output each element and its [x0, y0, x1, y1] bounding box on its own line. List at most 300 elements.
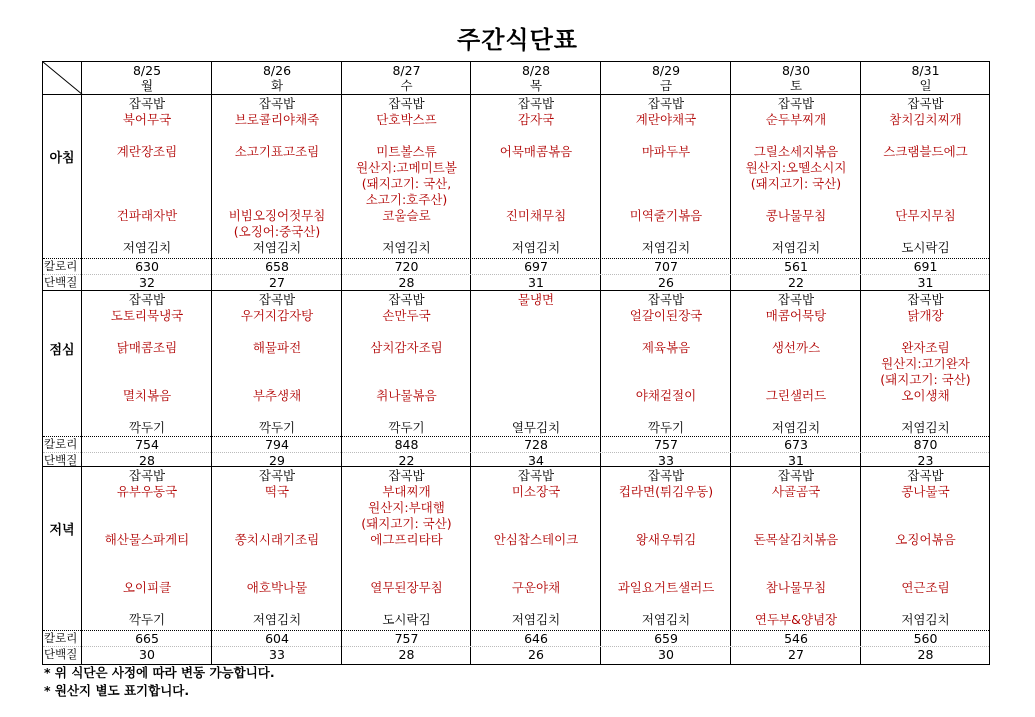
menu-spacer: [212, 176, 342, 192]
protein-value: 33: [269, 647, 285, 662]
menu-spacer: [731, 404, 861, 420]
menu-item: 원산지:부대햄: [368, 500, 445, 515]
menu-spacer: [342, 564, 471, 580]
menu-item: 잡곡밥: [777, 292, 815, 307]
menu-spacer: [601, 372, 731, 388]
menu-item: 소고기:호주산): [365, 192, 448, 207]
menu-spacer: [731, 224, 861, 240]
menu-spacer: [212, 372, 342, 388]
menu-spacer: [212, 516, 342, 532]
menu-item: 저염김치: [511, 240, 561, 255]
menu-item: 저염김치: [901, 612, 950, 627]
day-weekday: 월: [140, 78, 154, 93]
menu-item: 매콤어묵탕: [765, 308, 827, 323]
menu-item: 참나물무침: [765, 580, 827, 595]
menu-item: 저염김치: [382, 240, 431, 255]
menu-item: 제육볶음: [641, 340, 691, 355]
menu-item: 어묵매콤볶음: [499, 144, 573, 159]
menu-spacer: [601, 500, 731, 516]
protein-value: 30: [139, 647, 155, 662]
calories-value: 757: [654, 437, 678, 452]
day-header: [601, 62, 731, 93]
menu-item: 저염김치: [252, 612, 302, 627]
menu-item: 잡곡밥: [517, 468, 555, 483]
menu-spacer: [82, 500, 212, 516]
menu-spacer: [82, 596, 212, 612]
menu-item: 콩나물국: [901, 484, 950, 499]
menu-spacer: [212, 356, 342, 372]
menu-spacer: [471, 564, 601, 580]
menu-spacer: [471, 308, 601, 324]
menu-item: 저염김치: [771, 420, 821, 435]
menu-spacer: [861, 160, 990, 176]
menu-spacer: [471, 388, 601, 404]
menu-item: 원산지:고기완자: [881, 356, 970, 371]
calories-value: 754: [135, 437, 159, 452]
menu-item: 비빔오징어젓무침: [228, 208, 326, 223]
menu-spacer: [861, 596, 990, 612]
menu-item: 부추생채: [252, 388, 302, 403]
menu-item: 구운야채: [511, 580, 561, 595]
menu-item: 잡곡밥: [258, 96, 296, 111]
meal-label-0: 아침: [49, 151, 75, 166]
page-title: 주간식단표: [457, 26, 578, 54]
menu-spacer: [212, 324, 342, 340]
menu-item: 참치김치찌개: [889, 112, 962, 127]
menu-cell: [471, 96, 601, 256]
menu-item: 깍두기: [128, 420, 166, 435]
menu-item: 도시락김: [901, 240, 950, 255]
menu-spacer: [471, 372, 601, 388]
menu-spacer: [471, 548, 601, 564]
menu-spacer: [861, 192, 990, 208]
menu-spacer: [212, 500, 342, 516]
day-header: [342, 62, 471, 93]
protein-label: 단백질: [44, 453, 78, 467]
day-date: 8/27: [392, 63, 421, 78]
menu-spacer: [471, 176, 601, 192]
calories-label: 칼로리: [44, 437, 78, 451]
menu-spacer: [82, 160, 212, 176]
header-diagonal-line: [43, 62, 83, 95]
calories-value: 848: [394, 437, 419, 452]
weekly-menu-table: [42, 61, 990, 665]
menu-item: 깍두기: [647, 420, 685, 435]
calories-value: 757: [394, 631, 419, 646]
menu-item: 잡곡밥: [647, 292, 685, 307]
calories-label: 칼로리: [44, 259, 78, 273]
menu-item: 과일요거트샐러드: [617, 580, 715, 595]
meal-label-2: 저녁: [49, 523, 75, 538]
menu-spacer: [82, 548, 212, 564]
menu-item: 애호박나물: [246, 580, 308, 595]
menu-item: 열무김치: [511, 420, 561, 435]
menu-cell: [731, 96, 861, 256]
menu-spacer: [601, 128, 731, 144]
day-header: [471, 62, 601, 93]
menu-spacer: [212, 160, 342, 176]
menu-item: 저염김치: [901, 420, 950, 435]
menu-item: 브로콜리야채죽: [234, 112, 320, 127]
protein-value: 31: [917, 275, 934, 290]
menu-item: 잡곡밥: [128, 468, 166, 483]
menu-spacer: [82, 564, 212, 580]
menu-cell: [212, 292, 342, 436]
menu-spacer: [731, 192, 861, 208]
day-weekday: 토: [789, 78, 803, 93]
menu-item: 미역줄기볶음: [629, 208, 703, 223]
menu-item: 진미채무침: [505, 208, 567, 223]
menu-item: 쫑치시래기조림: [234, 532, 320, 547]
protein-value: 34: [528, 453, 544, 468]
menu-item: 단호박스프: [376, 112, 437, 127]
menu-item: 해물파전: [252, 340, 302, 355]
menu-cell: [212, 468, 342, 628]
day-weekday: 일: [919, 78, 932, 93]
menu-spacer: [471, 516, 601, 532]
menu-item: 저염김치: [641, 240, 691, 255]
menu-spacer: [861, 324, 990, 340]
meal-divider: [43, 290, 989, 291]
menu-spacer: [601, 176, 731, 192]
menu-item: 도시락김: [382, 612, 431, 627]
menu-spacer: [731, 564, 861, 580]
menu-item: (돼지고기: 국산): [750, 176, 842, 191]
menu-item: 잡곡밥: [647, 468, 685, 483]
note-2: * 원산지 별도 표기합니다.: [44, 683, 190, 698]
menu-cell: [731, 292, 861, 436]
calories-value: 697: [524, 259, 548, 274]
menu-item: 원산지:오뗄소시지: [745, 160, 847, 175]
header-divider: [43, 94, 989, 95]
menu-spacer: [861, 224, 990, 240]
menu-item: 우거지감자탕: [240, 308, 314, 323]
menu-item: 저염김치: [641, 612, 691, 627]
protein-value: 30: [658, 647, 674, 662]
menu-item: 멸치볶음: [122, 388, 172, 403]
menu-spacer: [82, 516, 212, 532]
calories-value: 665: [135, 631, 159, 646]
menu-spacer: [731, 596, 861, 612]
protein-value: 28: [398, 647, 415, 662]
protein-value: 22: [398, 453, 415, 468]
menu-spacer: [861, 176, 990, 192]
protein-value: 26: [528, 647, 544, 662]
menu-item: 단무지무침: [895, 208, 956, 223]
menu-spacer: [471, 160, 601, 176]
menu-item: 잡곡밥: [128, 96, 166, 111]
menu-spacer: [471, 128, 601, 144]
calories-value: 691: [913, 259, 938, 274]
menu-item: 손만두국: [382, 308, 431, 323]
menu-item: 저염김치: [252, 240, 302, 255]
menu-item: 연근조림: [901, 580, 950, 595]
menu-spacer: [82, 404, 212, 420]
protein-value: 27: [788, 647, 804, 662]
menu-item: 오징어볶음: [895, 532, 956, 547]
menu-item: 미트볼스튜: [376, 144, 437, 159]
protein-value: 22: [788, 275, 804, 290]
day-weekday: 수: [400, 78, 413, 93]
calories-value: 630: [135, 259, 159, 274]
menu-spacer: [212, 596, 342, 612]
protein-label: 단백질: [44, 647, 78, 661]
menu-spacer: [342, 404, 471, 420]
calories-value: 659: [654, 631, 678, 646]
menu-item: (돼지고기: 국산): [361, 516, 452, 531]
menu-spacer: [342, 548, 471, 564]
menu-cell: [471, 468, 601, 628]
menu-spacer: [731, 128, 861, 144]
menu-cell: [861, 468, 990, 628]
calories-value: 561: [784, 259, 808, 274]
menu-item: 사골곰국: [771, 484, 821, 499]
menu-spacer: [82, 224, 212, 240]
protein-value: 29: [269, 453, 285, 468]
menu-cell: [471, 292, 601, 436]
menu-spacer: [471, 324, 601, 340]
menu-item: 깍두기: [388, 420, 425, 435]
menu-item: 미소장국: [511, 484, 561, 499]
menu-spacer: [82, 356, 212, 372]
menu-cell: [342, 292, 471, 436]
menu-item: 닭개장: [907, 308, 944, 323]
menu-item: 잡곡밥: [907, 468, 944, 483]
menu-item: 저염김치: [122, 240, 172, 255]
menu-cell: [601, 468, 731, 628]
protein-value: 31: [528, 275, 544, 290]
menu-item: 잡곡밥: [907, 292, 944, 307]
menu-spacer: [471, 500, 601, 516]
menu-spacer: [861, 404, 990, 420]
menu-item: 완자조림: [901, 340, 950, 355]
menu-item: 잡곡밥: [777, 96, 815, 111]
menu-spacer: [731, 548, 861, 564]
menu-spacer: [471, 192, 601, 208]
menu-item: 떡국: [264, 484, 290, 499]
note-1: * 위 식단은 사정에 따라 변동 가능합니다.: [44, 665, 275, 680]
day-weekday: 금: [659, 78, 673, 93]
menu-spacer: [731, 516, 861, 532]
menu-item: 열무된장무침: [370, 580, 443, 595]
menu-spacer: [861, 548, 990, 564]
menu-item: 잡곡밥: [388, 468, 425, 483]
menu-item: 잡곡밥: [388, 96, 425, 111]
menu-spacer: [212, 192, 342, 208]
menu-spacer: [601, 516, 731, 532]
protein-value: 23: [917, 453, 934, 468]
menu-item: 북어무국: [122, 112, 172, 127]
menu-item: 저염김치: [511, 612, 561, 627]
menu-spacer: [82, 192, 212, 208]
menu-spacer: [861, 128, 990, 144]
menu-spacer: [82, 128, 212, 144]
menu-item: (돼지고기: 국산): [880, 372, 971, 387]
day-date: 8/25: [132, 63, 162, 78]
menu-spacer: [212, 548, 342, 564]
menu-item: 유부우동국: [116, 484, 178, 499]
menu-spacer: [731, 324, 861, 340]
menu-spacer: [82, 324, 212, 340]
day-weekday: 화: [270, 78, 284, 93]
menu-cell: [601, 96, 731, 256]
menu-spacer: [342, 356, 471, 372]
menu-spacer: [601, 160, 731, 176]
menu-spacer: [212, 564, 342, 580]
day-date: 8/28: [521, 63, 551, 78]
menu-cell: [342, 468, 471, 628]
menu-item: 소고기표고조림: [234, 144, 320, 159]
menu-item: 깍두기: [128, 612, 166, 627]
calories-value: 870: [913, 437, 938, 452]
menu-spacer: [601, 224, 731, 240]
menu-item: 그릴소세지볶음: [753, 144, 839, 159]
menu-item: 깍두기: [258, 420, 296, 435]
menu-item: 에그프리타타: [370, 532, 443, 547]
menu-item: 스크램블드에그: [883, 144, 968, 159]
menu-spacer: [861, 516, 990, 532]
protein-value: 28: [917, 647, 934, 662]
calories-value: 658: [265, 259, 289, 274]
menu-item: 마파두부: [641, 144, 691, 159]
menu-spacer: [731, 500, 861, 516]
menu-cell: [82, 292, 212, 436]
menu-item: 컵라면(튀김우동): [618, 484, 714, 499]
menu-item: 건파래자반: [116, 208, 178, 223]
calories-label: 칼로리: [44, 631, 78, 645]
menu-spacer: [601, 324, 731, 340]
menu-item: 물냉면: [517, 292, 555, 307]
notes: [44, 664, 275, 700]
menu-item: 잡곡밥: [907, 96, 944, 111]
menu-item: 도토리묵냉국: [110, 308, 184, 323]
menu-spacer: [861, 500, 990, 516]
day-header: [212, 62, 342, 93]
menu-cell: [342, 96, 471, 256]
calories-value: 720: [394, 259, 419, 274]
menu-item: 잡곡밥: [258, 292, 296, 307]
menu-spacer: [212, 128, 342, 144]
menu-spacer: [471, 340, 601, 356]
menu-item: 원산지:고메미트볼: [356, 160, 457, 175]
menu-item: 돈목살김치볶음: [753, 532, 839, 547]
menu-item: 오이생채: [901, 388, 950, 403]
menu-spacer: [342, 224, 471, 240]
menu-item: 오이피클: [122, 580, 172, 595]
menu-item: 저염김치: [771, 240, 821, 255]
protein-value: 27: [269, 275, 285, 290]
menu-cell: [212, 96, 342, 256]
menu-item: 해산물스파게티: [104, 532, 190, 547]
protein-value: 28: [398, 275, 415, 290]
menu-item: 계란장조림: [116, 144, 178, 159]
menu-spacer: [601, 596, 731, 612]
menu-spacer: [731, 356, 861, 372]
calories-value: 546: [784, 631, 808, 646]
menu-item: 잡곡밥: [388, 292, 425, 307]
menu-cell: [601, 292, 731, 436]
protein-value: 26: [658, 275, 674, 290]
menu-item: 얼갈이된장국: [629, 308, 703, 323]
protein-value: 32: [139, 275, 155, 290]
menu-item: 감자국: [517, 112, 555, 127]
menu-spacer: [601, 192, 731, 208]
menu-spacer: [82, 176, 212, 192]
menu-item: 콩나물무침: [765, 208, 827, 223]
menu-spacer: [861, 564, 990, 580]
menu-spacer: [471, 596, 601, 612]
menu-item: 코울슬로: [382, 208, 431, 223]
day-date: 8/26: [262, 63, 292, 78]
protein-value: 31: [788, 453, 804, 468]
menu-item: (돼지고기: 국산,: [361, 176, 452, 191]
menu-item: 삼치감자조림: [370, 340, 443, 355]
menu-item: 왕새우튀김: [635, 532, 697, 547]
day-header: [731, 62, 861, 93]
menu-spacer: [601, 564, 731, 580]
menu-cell: [731, 468, 861, 628]
menu-cell: [82, 468, 212, 628]
menu-spacer: [601, 548, 731, 564]
menu-spacer: [601, 356, 731, 372]
menu-spacer: [731, 372, 861, 388]
menu-cell: [861, 96, 990, 256]
menu-item: 야채겉절이: [635, 388, 697, 403]
menu-cell: [861, 292, 990, 436]
calories-value: 604: [265, 631, 289, 646]
menu-spacer: [601, 404, 731, 420]
menu-item: 잡곡밥: [777, 468, 815, 483]
menu-item: 생선까스: [771, 340, 821, 355]
menu-spacer: [471, 404, 601, 420]
calories-value: 794: [265, 437, 289, 452]
calories-value: 707: [654, 259, 678, 274]
menu-spacer: [342, 324, 471, 340]
menu-item: 연두부&양념장: [754, 612, 838, 627]
calories-value: 560: [913, 631, 938, 646]
calories-value: 646: [524, 631, 548, 646]
menu-spacer: [471, 224, 601, 240]
menu-spacer: [342, 128, 471, 144]
menu-cell: [82, 96, 212, 256]
protein-label: 단백질: [44, 275, 78, 289]
menu-spacer: [82, 372, 212, 388]
day-weekday: 목: [529, 78, 543, 93]
menu-item: 순두부찌개: [765, 112, 827, 127]
menu-item: 잡곡밥: [517, 96, 555, 111]
menu-item: 부대찌개: [382, 484, 431, 499]
menu-item: 그린샐러드: [765, 388, 827, 403]
day-date: 8/31: [911, 63, 940, 78]
meal-label-1: 점심: [49, 343, 75, 358]
menu-spacer: [471, 356, 601, 372]
calories-value: 673: [784, 437, 808, 452]
day-header: [82, 62, 212, 93]
menu-spacer: [212, 404, 342, 420]
menu-item: (오징어:중국산): [233, 224, 321, 239]
protein-value: 33: [658, 453, 674, 468]
calories-value: 728: [524, 437, 548, 452]
day-header: [861, 62, 990, 93]
menu-item: 잡곡밥: [128, 292, 166, 307]
meal-divider: [43, 466, 989, 467]
menu-item: 닭매콤조림: [116, 340, 178, 355]
day-date: 8/30: [781, 63, 811, 78]
menu-item: 잡곡밥: [647, 96, 685, 111]
menu-spacer: [342, 596, 471, 612]
menu-item: 잡곡밥: [258, 468, 296, 483]
menu-item: 계란야채국: [635, 112, 697, 127]
